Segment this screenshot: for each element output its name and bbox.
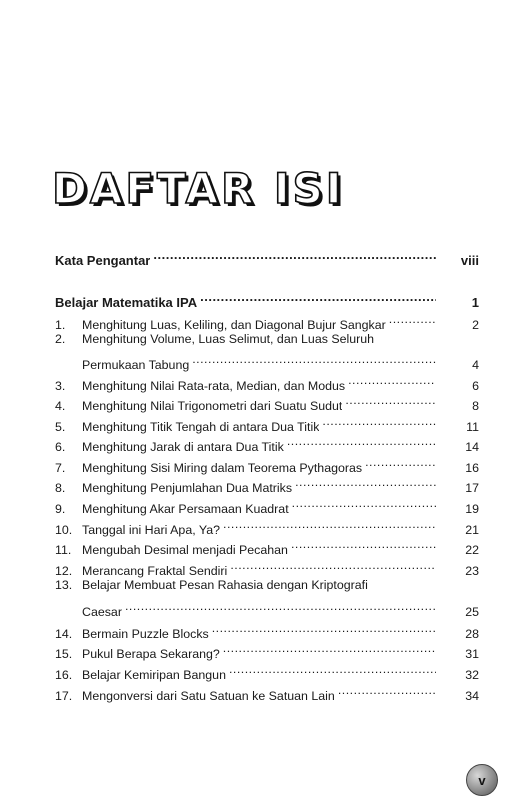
dot-leader bbox=[348, 370, 436, 390]
toc-entry-text: Mengubah Desimal menjadi Pecahan bbox=[82, 543, 288, 557]
toc-page-number: 6 bbox=[472, 379, 479, 393]
toc-section-belajar-matematika-ipa[interactable] bbox=[55, 287, 479, 310]
toc-entry-text: Permukaan Tabung bbox=[82, 358, 190, 372]
toc-page-number: 17 bbox=[465, 481, 479, 495]
dot-leader bbox=[345, 390, 436, 410]
toc-entry-6[interactable] bbox=[55, 431, 479, 454]
toc-page-number: 21 bbox=[465, 523, 479, 537]
dot-leader bbox=[223, 514, 436, 534]
toc-entry-number: 9. bbox=[55, 502, 66, 516]
toc-entry-number: 13. bbox=[55, 578, 73, 592]
dot-leader bbox=[338, 680, 436, 700]
dot-leader bbox=[200, 287, 436, 307]
toc-entry-text: Belajar Matematika IPA bbox=[55, 295, 198, 310]
dot-leader bbox=[295, 472, 436, 492]
toc-entry-text: Kata Pengantar bbox=[55, 253, 151, 268]
toc-entry-11[interactable] bbox=[55, 534, 479, 557]
toc-page-number: 28 bbox=[465, 627, 479, 641]
toc-page-number: 25 bbox=[465, 605, 479, 619]
toc-entry-text: Menghitung Akar Persamaan Kuadrat bbox=[82, 502, 289, 516]
toc-entry-number: 7. bbox=[55, 461, 66, 475]
toc-entry-number: 8. bbox=[55, 481, 66, 495]
dot-leader bbox=[192, 349, 436, 369]
toc-entry-3[interactable] bbox=[55, 370, 479, 393]
dot-leader bbox=[223, 638, 436, 658]
dot-leader bbox=[229, 659, 436, 679]
toc-entry-number: 12. bbox=[55, 564, 73, 578]
dot-leader bbox=[365, 452, 436, 472]
toc-entry-number: 14. bbox=[55, 627, 73, 641]
toc-page-number: 2 bbox=[472, 318, 479, 332]
toc-entry-number: 5. bbox=[55, 420, 66, 434]
dot-leader bbox=[125, 596, 436, 616]
toc-entry-15[interactable] bbox=[55, 638, 479, 661]
toc-entry-number: 1. bbox=[55, 318, 66, 332]
page-title: DAFTAR ISI bbox=[52, 164, 345, 213]
dot-leader bbox=[291, 534, 436, 554]
dot-leader bbox=[389, 309, 436, 329]
toc-entry-8[interactable] bbox=[55, 472, 479, 495]
toc-entry-text: Pukul Berapa Sekarang? bbox=[82, 647, 220, 661]
page-number-badge: v bbox=[466, 764, 498, 796]
toc-page-number: 16 bbox=[465, 461, 479, 475]
toc-page-number: 31 bbox=[465, 647, 479, 661]
toc-entry-text: Merancang Fraktal Sendiri bbox=[82, 564, 228, 578]
toc-entry-10[interactable] bbox=[55, 514, 479, 537]
dot-leader bbox=[292, 493, 436, 513]
toc-entry-number: 4. bbox=[55, 399, 66, 413]
toc-entry-2[interactable] bbox=[55, 329, 479, 349]
toc-entry-text: Menghitung Penjumlahan Dua Matriks bbox=[82, 481, 293, 495]
toc-entry-number: 2. bbox=[55, 332, 66, 346]
toc-entry-12[interactable] bbox=[55, 555, 479, 578]
toc-entry-kata-pengantar[interactable] bbox=[55, 245, 479, 268]
toc-page-number: viii bbox=[460, 253, 479, 268]
toc-page-number: 1 bbox=[471, 295, 479, 310]
toc-entry-text: Tanggal ini Hari Apa, Ya? bbox=[82, 523, 220, 537]
dot-leader bbox=[212, 618, 436, 638]
toc-entry-text: Menghitung Sisi Miring dalam Teorema Pythagoras bbox=[82, 461, 363, 475]
toc-entry-number: 15. bbox=[55, 647, 73, 661]
toc-entry-text: Menghitung Titik Tengah di antara Dua Titik bbox=[82, 420, 320, 434]
dot-leader bbox=[153, 245, 436, 265]
toc-entry-5[interactable] bbox=[55, 411, 479, 434]
toc-entry-text: Menghitung Jarak di antara Dua Titik bbox=[82, 440, 284, 454]
toc-entry-text: Belajar Membuat Pesan Rahasia dengan Kriptografi bbox=[82, 578, 368, 592]
toc-entry-text: Menghitung Volume, Luas Selimut, dan Luas Seluruh bbox=[82, 332, 375, 346]
toc-entry-number: 6. bbox=[55, 440, 66, 454]
toc-page-number: 19 bbox=[465, 502, 479, 516]
toc-entry-4[interactable] bbox=[55, 390, 479, 413]
toc-page-number: 34 bbox=[465, 689, 479, 703]
toc-entry-17[interactable] bbox=[55, 680, 479, 703]
toc-entry-1[interactable] bbox=[55, 309, 479, 332]
toc-entry-text: Bermain Puzzle Blocks bbox=[82, 627, 209, 641]
toc-entry-14[interactable] bbox=[55, 618, 479, 641]
toc-entry-number: 16. bbox=[55, 668, 73, 682]
toc-page-number: 8 bbox=[472, 399, 479, 413]
toc-page-number: 32 bbox=[465, 668, 479, 682]
toc-entry-text: Caesar bbox=[82, 605, 122, 619]
toc-entry-text: Menghitung Luas, Keliling, dan Diagonal Bujur Sangkar bbox=[82, 318, 386, 332]
dot-leader bbox=[230, 555, 436, 575]
toc-entry-text: Menghitung Nilai Trigonometri dari Suatu Sudut bbox=[82, 399, 343, 413]
dot-leader bbox=[287, 431, 436, 451]
toc-entry-number: 11. bbox=[55, 543, 72, 557]
toc-entry-text: Mengonversi dari Satu Satuan ke Satuan Lain bbox=[82, 689, 335, 703]
toc-entry-2-continued[interactable] bbox=[55, 349, 479, 372]
toc-entry-7[interactable] bbox=[55, 452, 479, 475]
toc-entry-number: 3. bbox=[55, 379, 66, 393]
toc-page-number: 4 bbox=[472, 358, 479, 372]
toc-entry-text: Menghitung Nilai Rata-rata, Median, dan Modus bbox=[82, 379, 346, 393]
toc-entry-text: Belajar Kemiripan Bangun bbox=[82, 668, 226, 682]
toc-page-number: 14 bbox=[465, 440, 479, 454]
toc-entry-13[interactable] bbox=[55, 575, 479, 595]
toc-entry-number: 10. bbox=[55, 523, 73, 537]
toc-entry-16[interactable] bbox=[55, 659, 479, 682]
toc-page-number: 22 bbox=[465, 543, 479, 557]
toc-entry-number: 17. bbox=[55, 689, 73, 703]
toc-entry-9[interactable] bbox=[55, 493, 479, 516]
toc-entry-13-continued[interactable] bbox=[55, 596, 479, 619]
toc-page-number: 23 bbox=[465, 564, 479, 578]
toc-page-number: 11 bbox=[466, 420, 479, 434]
dot-leader bbox=[322, 411, 436, 431]
